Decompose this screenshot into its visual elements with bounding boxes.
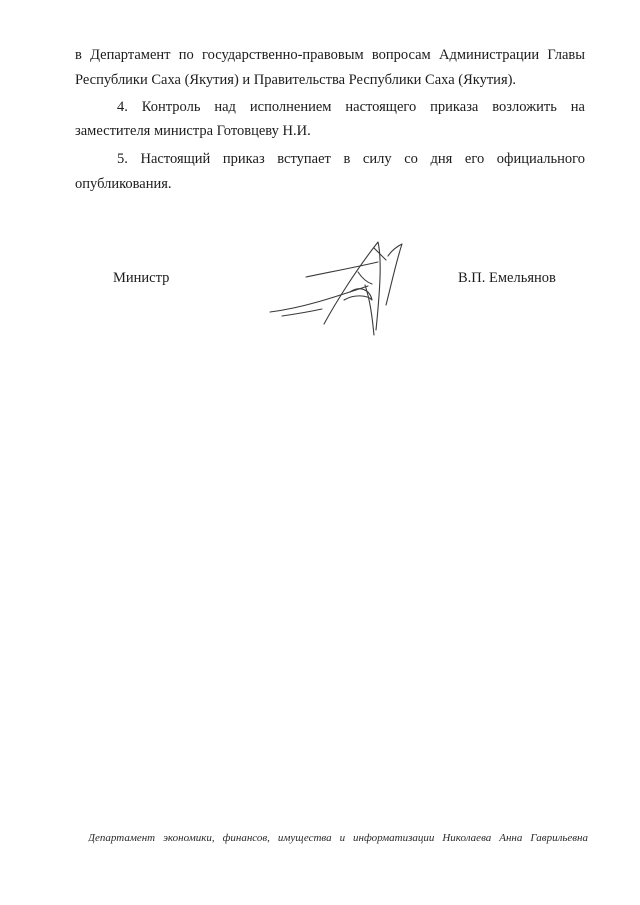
signature-stroke <box>282 309 322 316</box>
paragraph-4-line-2: заместителя министра Готовцеву Н.И. <box>75 123 311 139</box>
signature-stroke <box>358 272 372 284</box>
signature-stroke <box>365 285 374 335</box>
handwritten-signature <box>262 232 412 342</box>
signature-stroke <box>306 262 378 277</box>
signatory-position-title: Министр <box>113 270 170 286</box>
paragraph-3-line-1: в Департамент по государственно-правовым вопросам Администрации Главы <box>75 47 585 63</box>
paragraph-4-line-1: 4. Контроль над исполнением настоящего приказа возложить на <box>117 99 585 115</box>
paragraph-3-line-2: Республики Саха (Якутия) и Правительства Республики Саха (Якутия). <box>75 72 517 88</box>
signatory-name: В.П. Емельянов <box>458 270 556 286</box>
paragraph-5-line-2: опубликования. <box>75 176 172 192</box>
signature-stroke <box>386 244 402 305</box>
paragraph-5-line-1: 5. Настоящий приказ вступает в силу со дня его официального <box>117 151 585 167</box>
executor-footer: Департамент экономики, финансов, имущества и информатизации Николаева Анна Гаврильевна <box>88 832 588 844</box>
